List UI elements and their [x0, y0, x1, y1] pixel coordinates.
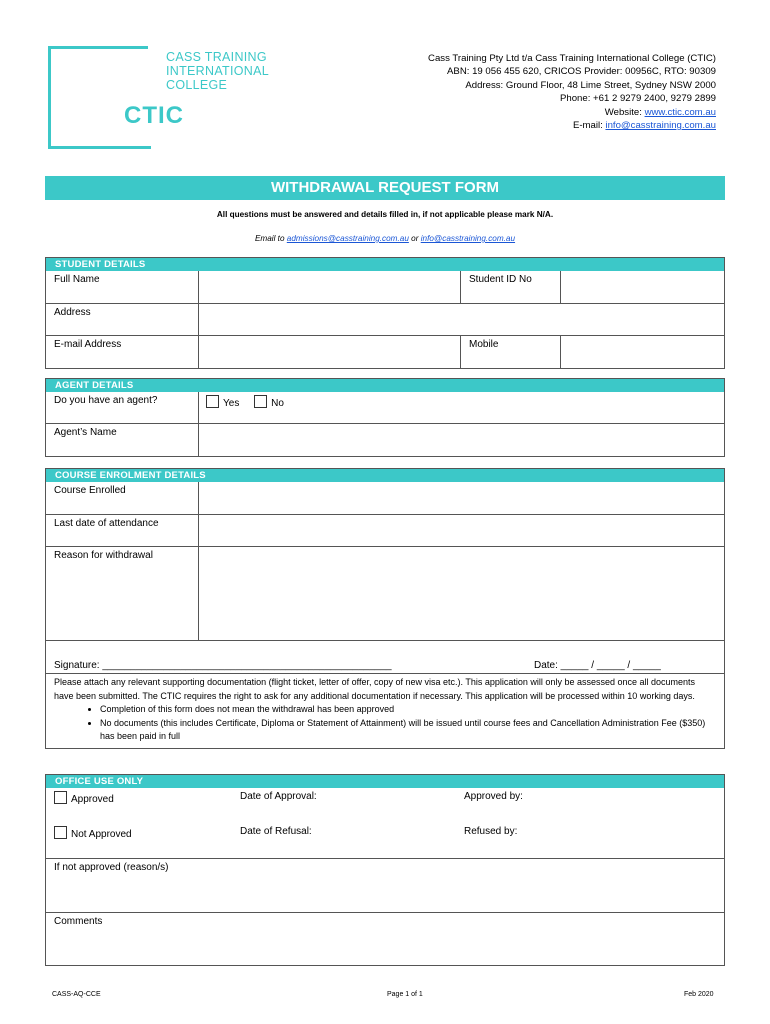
logo-college-name: [166, 50, 269, 92]
email-link[interactable]: info@casstraining.com.au: [605, 120, 716, 132]
approved-option: [46, 788, 232, 823]
date-of-approval-label: Date of Approval:: [240, 791, 317, 802]
office-use-heading: OFFICE USE ONLY: [46, 775, 724, 788]
admissions-email-link[interactable]: admissions@casstraining.com.au: [286, 234, 409, 243]
last-date-label: Last date of attendance: [54, 518, 159, 529]
contact-phone: Phone: +61 2 9279 2400, 9279 2899: [559, 93, 716, 105]
approved-checkbox[interactable]: [54, 791, 67, 804]
signature-row: [46, 640, 724, 673]
contact-address: Address: Ground Floor, 48 Lime Street, Sydney NSW 2000: [465, 79, 716, 91]
withdrawal-information: [46, 673, 724, 748]
agent-details-heading: AGENT DETAILS: [46, 379, 724, 392]
website-label: Website:: [604, 106, 645, 118]
not-approved-reasons-field[interactable]: [46, 859, 724, 912]
not-approved-label: Not Approved: [71, 829, 132, 840]
refused-by-label: Refused by:: [464, 826, 518, 837]
student-row-email: [46, 335, 724, 368]
office-use-section: [45, 774, 725, 966]
student-id-field[interactable]: [560, 271, 724, 303]
agent-question-label: Do you have an agent?: [54, 395, 158, 406]
agent-no-checkbox[interactable]: [254, 395, 267, 408]
course-enrolled-label: Course Enrolled: [54, 485, 126, 496]
not-approved-checkbox[interactable]: [54, 826, 67, 839]
logo-name-line-2: INTERNATIONAL: [166, 64, 269, 78]
date-of-refusal-label: Date of Refusal:: [240, 826, 312, 837]
logo-abbreviation: CTIC: [124, 102, 184, 129]
form-instruction: All questions must be answered and details filled in, if not applicable please mark N/A.: [216, 210, 554, 219]
approved-label: Approved: [71, 794, 114, 805]
full-name-label: Full Name: [54, 274, 100, 285]
footer-page-number: Page 1 of 1: [387, 991, 423, 998]
student-row-name: [46, 271, 724, 303]
course-row-last-date: [46, 514, 724, 546]
course-details-section: [45, 468, 725, 749]
logo-name-line-1: CASS TRAINING: [166, 50, 267, 64]
student-row-address: [46, 303, 724, 335]
logo-frame: [48, 46, 151, 149]
email-or: or: [408, 234, 421, 243]
course-row-reason: [46, 546, 724, 640]
website-link[interactable]: www.ctic.com.au: [644, 106, 716, 118]
agent-name-label: Agent’s Name: [54, 427, 117, 438]
agent-row-name: [46, 423, 724, 456]
office-row-approved: [46, 788, 724, 823]
comments-label: Comments: [54, 916, 103, 927]
submission-email-line: [0, 234, 770, 243]
bullet-documents: • No documents (this includes Certificate, Diploma or Statement of Attainment) will be issued until course fees and Cancellation Administration Fee ($350) has been paid in full: [100, 717, 716, 744]
student-id-label: Student ID No: [460, 271, 560, 303]
footer-document-code: CASS-AQ-CCE: [52, 991, 101, 998]
contact-abn: ABN: 19 056 455 620, CRICOS Provider: 00956C, RTO: 90309: [447, 66, 716, 78]
full-name-field[interactable]: [198, 271, 460, 303]
mobile-label: Mobile: [460, 336, 560, 368]
contact-block: [428, 52, 716, 132]
course-enrolled-field[interactable]: [198, 482, 724, 514]
email-address-field[interactable]: [198, 336, 460, 368]
agent-name-field[interactable]: [198, 424, 724, 456]
agent-yes-label: Yes: [223, 398, 240, 409]
approved-by-label: Approved by:: [464, 791, 523, 802]
office-row-reasons: [46, 858, 724, 912]
office-row-comments: [46, 912, 724, 965]
contact-website-line: [428, 106, 716, 119]
reason-label: Reason for withdrawal: [54, 550, 153, 561]
form-title: WITHDRAWAL REQUEST FORM: [45, 176, 725, 200]
logo-name-line-3: COLLEGE: [166, 78, 228, 92]
information-bullets: [54, 703, 716, 744]
signature-line[interactable]: Signature: ____________________________________________________: [54, 660, 392, 671]
office-row-not-approved: [46, 823, 724, 858]
information-paragraph: Please attach any relevant supporting documentation (flight ticket, letter of offer, copy of new visa etc.). This application will only be assessed once all documents have been submitted. The CTIC requires the right to ask for any additional documentation if necessary. This application will be processed within 10 working days.: [54, 677, 696, 701]
address-field[interactable]: [198, 304, 724, 335]
course-details-heading: COURSE ENROLMENT DETAILS: [46, 469, 724, 482]
info-email-link[interactable]: info@casstraining.com.au: [420, 234, 516, 243]
not-approved-option: [46, 823, 232, 858]
mobile-field[interactable]: [560, 336, 724, 368]
email-label: E-mail:: [572, 120, 606, 132]
reasons-label: If not approved (reason/s): [54, 862, 169, 873]
agent-row-question: [46, 392, 724, 423]
agent-options: [198, 392, 724, 423]
student-details-heading: STUDENT DETAILS: [46, 258, 724, 271]
address-label: Address: [54, 307, 91, 318]
contact-company: Cass Training Pty Ltd t/a Cass Training International College (CTIC): [428, 53, 716, 64]
footer-date: Feb 2020: [684, 991, 714, 998]
reason-field[interactable]: [198, 547, 724, 640]
agent-no-label: No: [271, 398, 284, 409]
email-address-label: E-mail Address: [54, 339, 122, 350]
contact-email-line: [428, 119, 716, 132]
course-row-enrolled: [46, 482, 724, 514]
email-prefix: Email to: [254, 234, 287, 243]
agent-details-section: [45, 378, 725, 457]
student-details-section: [45, 257, 725, 369]
agent-yes-checkbox[interactable]: [206, 395, 219, 408]
comments-field[interactable]: [46, 913, 724, 965]
last-date-field[interactable]: [198, 515, 724, 546]
date-line[interactable]: Date: _____ / _____ / _____: [534, 660, 661, 671]
bullet-approval: • Completion of this form does not mean the withdrawal has been approved: [100, 703, 716, 717]
